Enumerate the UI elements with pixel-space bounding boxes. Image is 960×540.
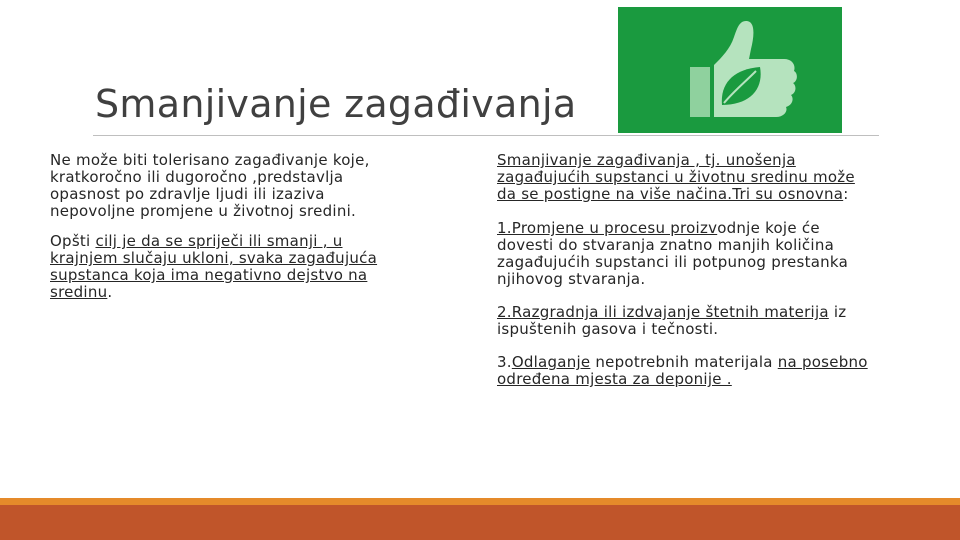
- logo: [618, 7, 842, 133]
- slide-title: Smanjivanje zagađivanja: [95, 82, 577, 126]
- right-column: [497, 152, 877, 388]
- left-paragraph-2: [50, 233, 410, 301]
- right-paragraph-2: [497, 220, 877, 288]
- right-p4-underlined-b: na posebno određena mjesta za deponije .: [497, 353, 868, 388]
- bottom-accent-bar: [0, 505, 960, 540]
- left-p2-suffix: .: [107, 283, 113, 301]
- right-p1-suffix: :: [843, 185, 849, 203]
- right-p3-underlined: 2.Razgradnja ili izdvajanje štetnih materija: [497, 303, 829, 321]
- right-p4-prefix: 3.: [497, 353, 512, 371]
- left-p2-underlined: cilj je da se spriječi ili smanji , u krajnjem slučaju ukloni, svaka zagađujuća supstanca koja ima negativno dejstvo na sredinu: [50, 232, 378, 301]
- right-p2-rest: odnje koje će dovesti do stvaranja znatno manjih količina zagađujućih supstanci ili potpunog prestanka njihovog stvaranja.: [497, 219, 849, 288]
- right-p2-underlined: 1.Promjene u procesu proizv: [497, 219, 718, 237]
- left-paragraph-1: Ne može biti tolerisano zagađivanje koje, kratkoročno ili dugoročno ,predstavlja opasnost po zdravlje ljudi ili izaziva nepovoljne promjene u životnoj sredini.: [50, 151, 370, 220]
- right-p3-rest: iz ispuštenih gasova i tečnosti.: [497, 303, 847, 338]
- right-paragraph-4: [497, 354, 877, 388]
- right-paragraph-3: [497, 304, 877, 338]
- left-p2-prefix: Opšti: [50, 232, 96, 250]
- left-column: [50, 152, 410, 301]
- right-p1-underlined: Smanjivanje zagađivanja , tj. unošenja zagađujućih supstanci u životnu sredinu može da se postigne na više načina.Tri su osnovna: [497, 151, 855, 203]
- right-paragraph-1: [497, 152, 877, 203]
- title-divider: [93, 135, 879, 136]
- thumbs-up-leaf-icon: [618, 7, 842, 133]
- right-p4-underlined-a: Odlaganje: [511, 353, 591, 371]
- right-p4-middle: nepotrebnih materijala: [590, 353, 778, 371]
- bottom-accent-line: [0, 498, 960, 505]
